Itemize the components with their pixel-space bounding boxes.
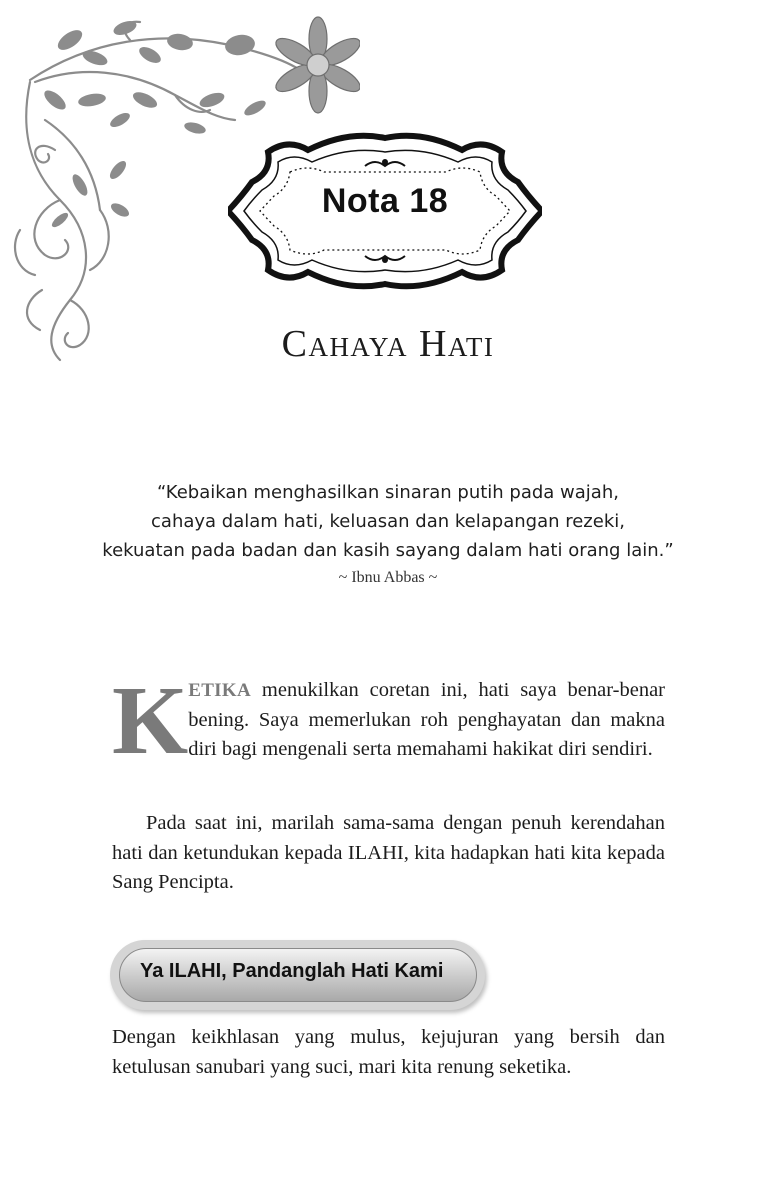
epigraph-line: kekuatan pada badan dan kasih sayang dalam hati orang lain.” <box>102 540 674 561</box>
section-heading: Ya ILAHI, Pandanglah Hati Kami <box>140 960 444 982</box>
epigraph-quote <box>0 478 776 565</box>
paragraph-2: Pada saat ini, marilah sama-sama dengan penuh kerendahan hati dan ketundukan kepada ILAHI, kita hadapkan hati kita kepada Sang Pencipta. <box>112 812 665 893</box>
paragraph-3: Dengan keikhlasan yang mulus, kejujuran yang bersih dan ketulusan sanubari yang suci, mari kita renung seketika. <box>112 1026 665 1078</box>
paragraph-1-text: menukilkan coretan ini, hati saya benar-benar bening. Saya memerlukan roh penghayatan dan makna diri bagi mengenali serta memahami hakikat diri sendiri. <box>188 679 665 760</box>
lead-word: ETIKA <box>188 680 251 701</box>
epigraph-line: cahaya dalam hati, keluasan dan kelapangan rezeki, <box>151 511 625 532</box>
paragraph-1 <box>112 667 665 775</box>
chapter-title: Cahaya Hati <box>281 323 495 365</box>
section-heading-badge <box>110 940 485 1010</box>
nota-label: Nota 18 <box>321 182 449 220</box>
epigraph-line: “Kebaikan menghasilkan sinaran putih pada wajah, <box>157 482 619 503</box>
epigraph-author: ~ Ibnu Abbas ~ <box>338 569 438 586</box>
drop-cap: K <box>112 667 189 775</box>
